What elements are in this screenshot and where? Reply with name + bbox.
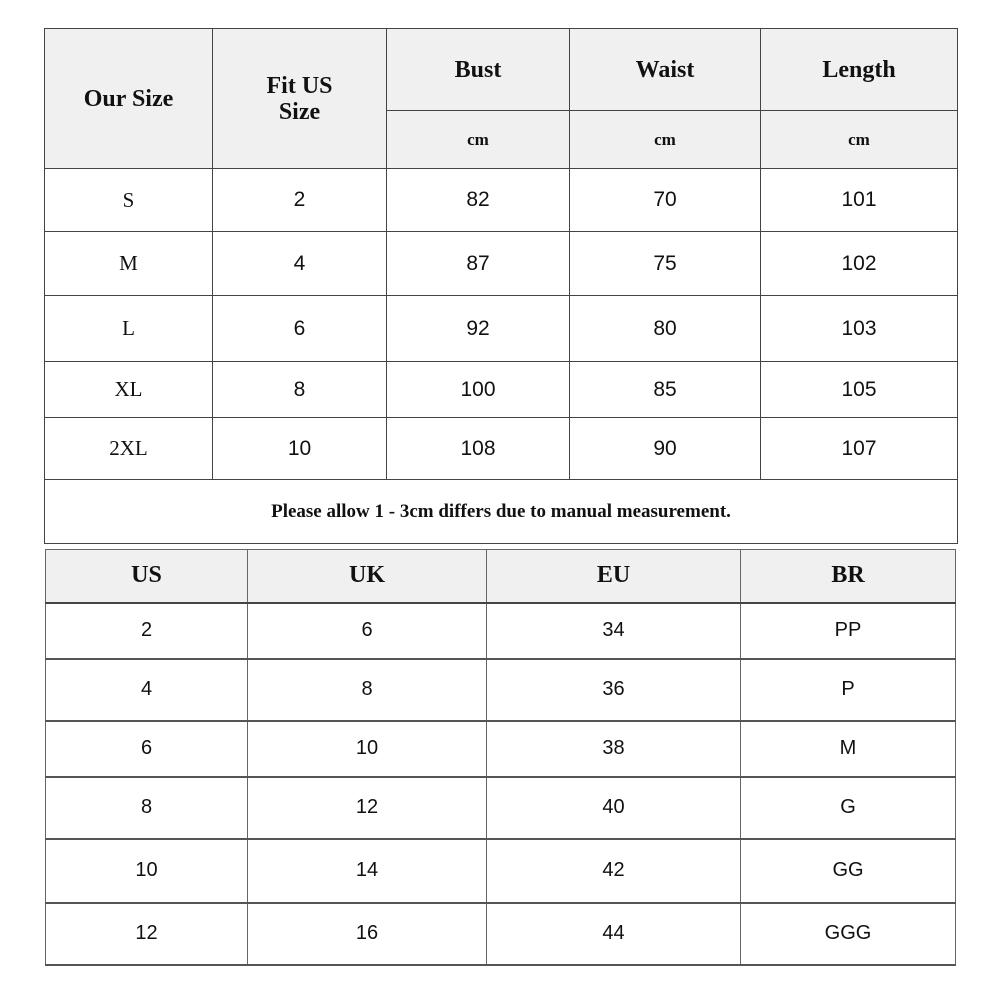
table-row [45,296,958,362]
length-cell: 105 [761,362,958,418]
bust-cell: 82 [387,169,570,232]
header-length-unit: cm [761,111,958,169]
measurement-note: Please allow 1 - 3cm differs due to manual measurement. [45,480,958,544]
br-cell: PP [741,603,956,659]
header-us: US [46,550,248,603]
us-size-cell: 10 [213,418,387,480]
eu-cell: 36 [487,659,741,721]
uk-cell: 12 [248,777,487,839]
us-size-cell: 6 [213,296,387,362]
eu-cell: 42 [487,839,741,903]
bust-cell: 92 [387,296,570,362]
eu-cell: 38 [487,721,741,777]
table-row [46,721,956,777]
table-row [46,777,956,839]
us-cell: 10 [46,839,248,903]
table-row [45,232,958,296]
header-uk: UK [248,550,487,603]
us-cell: 6 [46,721,248,777]
size-conversion-table [45,549,956,966]
table-row [46,839,956,903]
br-cell: GGG [741,903,956,965]
uk-cell: 14 [248,839,487,903]
us-cell: 8 [46,777,248,839]
br-cell: M [741,721,956,777]
header-our-size: Our Size [45,29,213,169]
size-cell: M [45,232,213,296]
header-br: BR [741,550,956,603]
table-row [46,659,956,721]
table-row [45,362,958,418]
table-row [45,418,958,480]
header-bust: Bust [387,29,570,111]
waist-cell: 90 [570,418,761,480]
header-waist-unit: cm [570,111,761,169]
header-fit-us-line1: Fit US [266,72,333,99]
br-cell: G [741,777,956,839]
waist-cell: 75 [570,232,761,296]
us-size-cell: 4 [213,232,387,296]
br-cell: GG [741,839,956,903]
waist-cell: 85 [570,362,761,418]
header-fit-us-size [213,29,387,169]
us-cell: 2 [46,603,248,659]
header-length: Length [761,29,958,111]
length-cell: 103 [761,296,958,362]
us-cell: 4 [46,659,248,721]
eu-cell: 44 [487,903,741,965]
waist-cell: 80 [570,296,761,362]
us-size-cell: 2 [213,169,387,232]
waist-cell: 70 [570,169,761,232]
header-fit-us-line2: Size [278,98,321,125]
length-cell: 107 [761,418,958,480]
us-size-cell: 8 [213,362,387,418]
uk-cell: 8 [248,659,487,721]
length-cell: 102 [761,232,958,296]
header-eu: EU [487,550,741,603]
uk-cell: 6 [248,603,487,659]
size-cell: XL [45,362,213,418]
bust-cell: 108 [387,418,570,480]
eu-cell: 34 [487,603,741,659]
size-cell: L [45,296,213,362]
uk-cell: 16 [248,903,487,965]
uk-cell: 10 [248,721,487,777]
table-row [46,603,956,659]
header-bust-unit: cm [387,111,570,169]
us-cell: 12 [46,903,248,965]
size-measurement-table [44,28,958,544]
bust-cell: 100 [387,362,570,418]
size-cell: S [45,169,213,232]
table-row [46,903,956,965]
bust-cell: 87 [387,232,570,296]
length-cell: 101 [761,169,958,232]
eu-cell: 40 [487,777,741,839]
br-cell: P [741,659,956,721]
table-row [45,169,958,232]
header-waist: Waist [570,29,761,111]
size-cell: 2XL [45,418,213,480]
